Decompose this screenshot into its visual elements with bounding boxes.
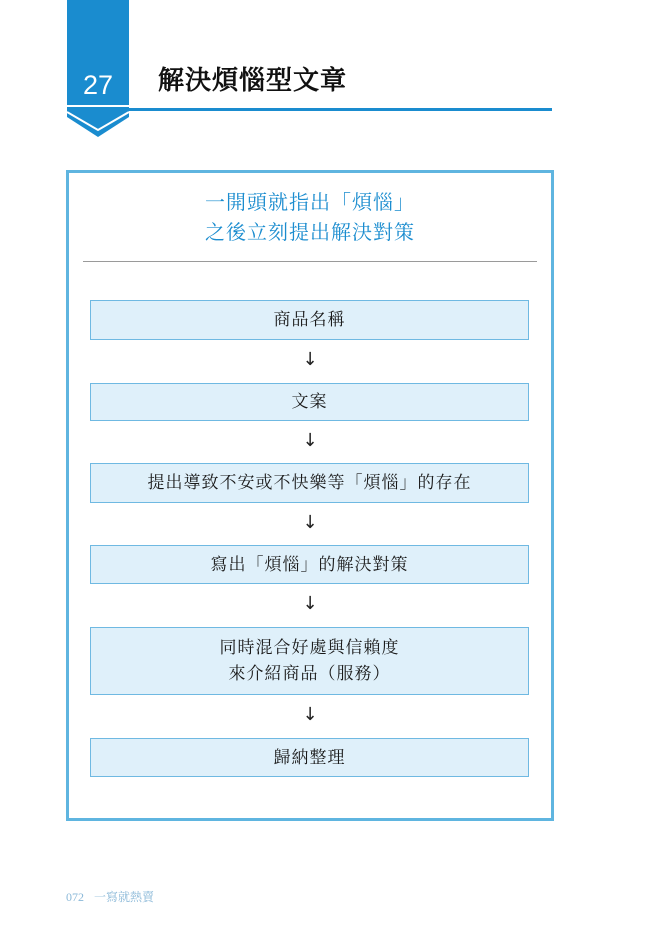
step-text: 寫出「煩惱」的解決對策: [210, 554, 409, 575]
panel-headline: [69, 187, 551, 247]
title-underline: [129, 108, 552, 111]
step-text: 提出導致不安或不快樂等「煩惱」的存在: [147, 473, 472, 493]
step-text-line-1: 同時混合好處與信賴度: [219, 638, 400, 658]
step-introduce-product: [90, 627, 529, 695]
arrow-down-icon: ↓: [302, 512, 318, 533]
chapter-number: 27: [82, 70, 114, 100]
step-summary: [90, 738, 529, 777]
chapter-tab-shape: [67, 0, 129, 137]
page-number: 072: [66, 890, 84, 904]
step-text: 商品名稱: [273, 310, 346, 330]
arrow-down-icon: ↓: [302, 704, 318, 725]
step-solution: [90, 545, 529, 584]
chapter-tab: [67, 0, 129, 137]
step-product-name: [90, 300, 529, 340]
headline-divider: [83, 261, 537, 262]
arrow-down-icon: ↓: [302, 349, 318, 370]
arrow-down-icon: ↓: [302, 593, 318, 614]
step-present-worry: [90, 463, 529, 503]
flowchart-panel: [66, 170, 554, 821]
step-text-line-2: 來介紹商品（服務）: [228, 664, 391, 684]
step-text: 歸納整理: [273, 747, 346, 768]
headline-line-1: 一開頭就指出「煩惱」: [205, 190, 415, 214]
arrow-down-icon: ↓: [302, 430, 318, 451]
book-title: 一寫就熱賣: [94, 890, 155, 904]
step-copy: [90, 383, 529, 421]
chapter-title: 解決煩惱型文章: [158, 66, 348, 96]
step-text: 文案: [291, 392, 328, 412]
headline-line-2: 之後立刻提出解決對策: [205, 220, 415, 244]
page-footer: [66, 888, 164, 905]
